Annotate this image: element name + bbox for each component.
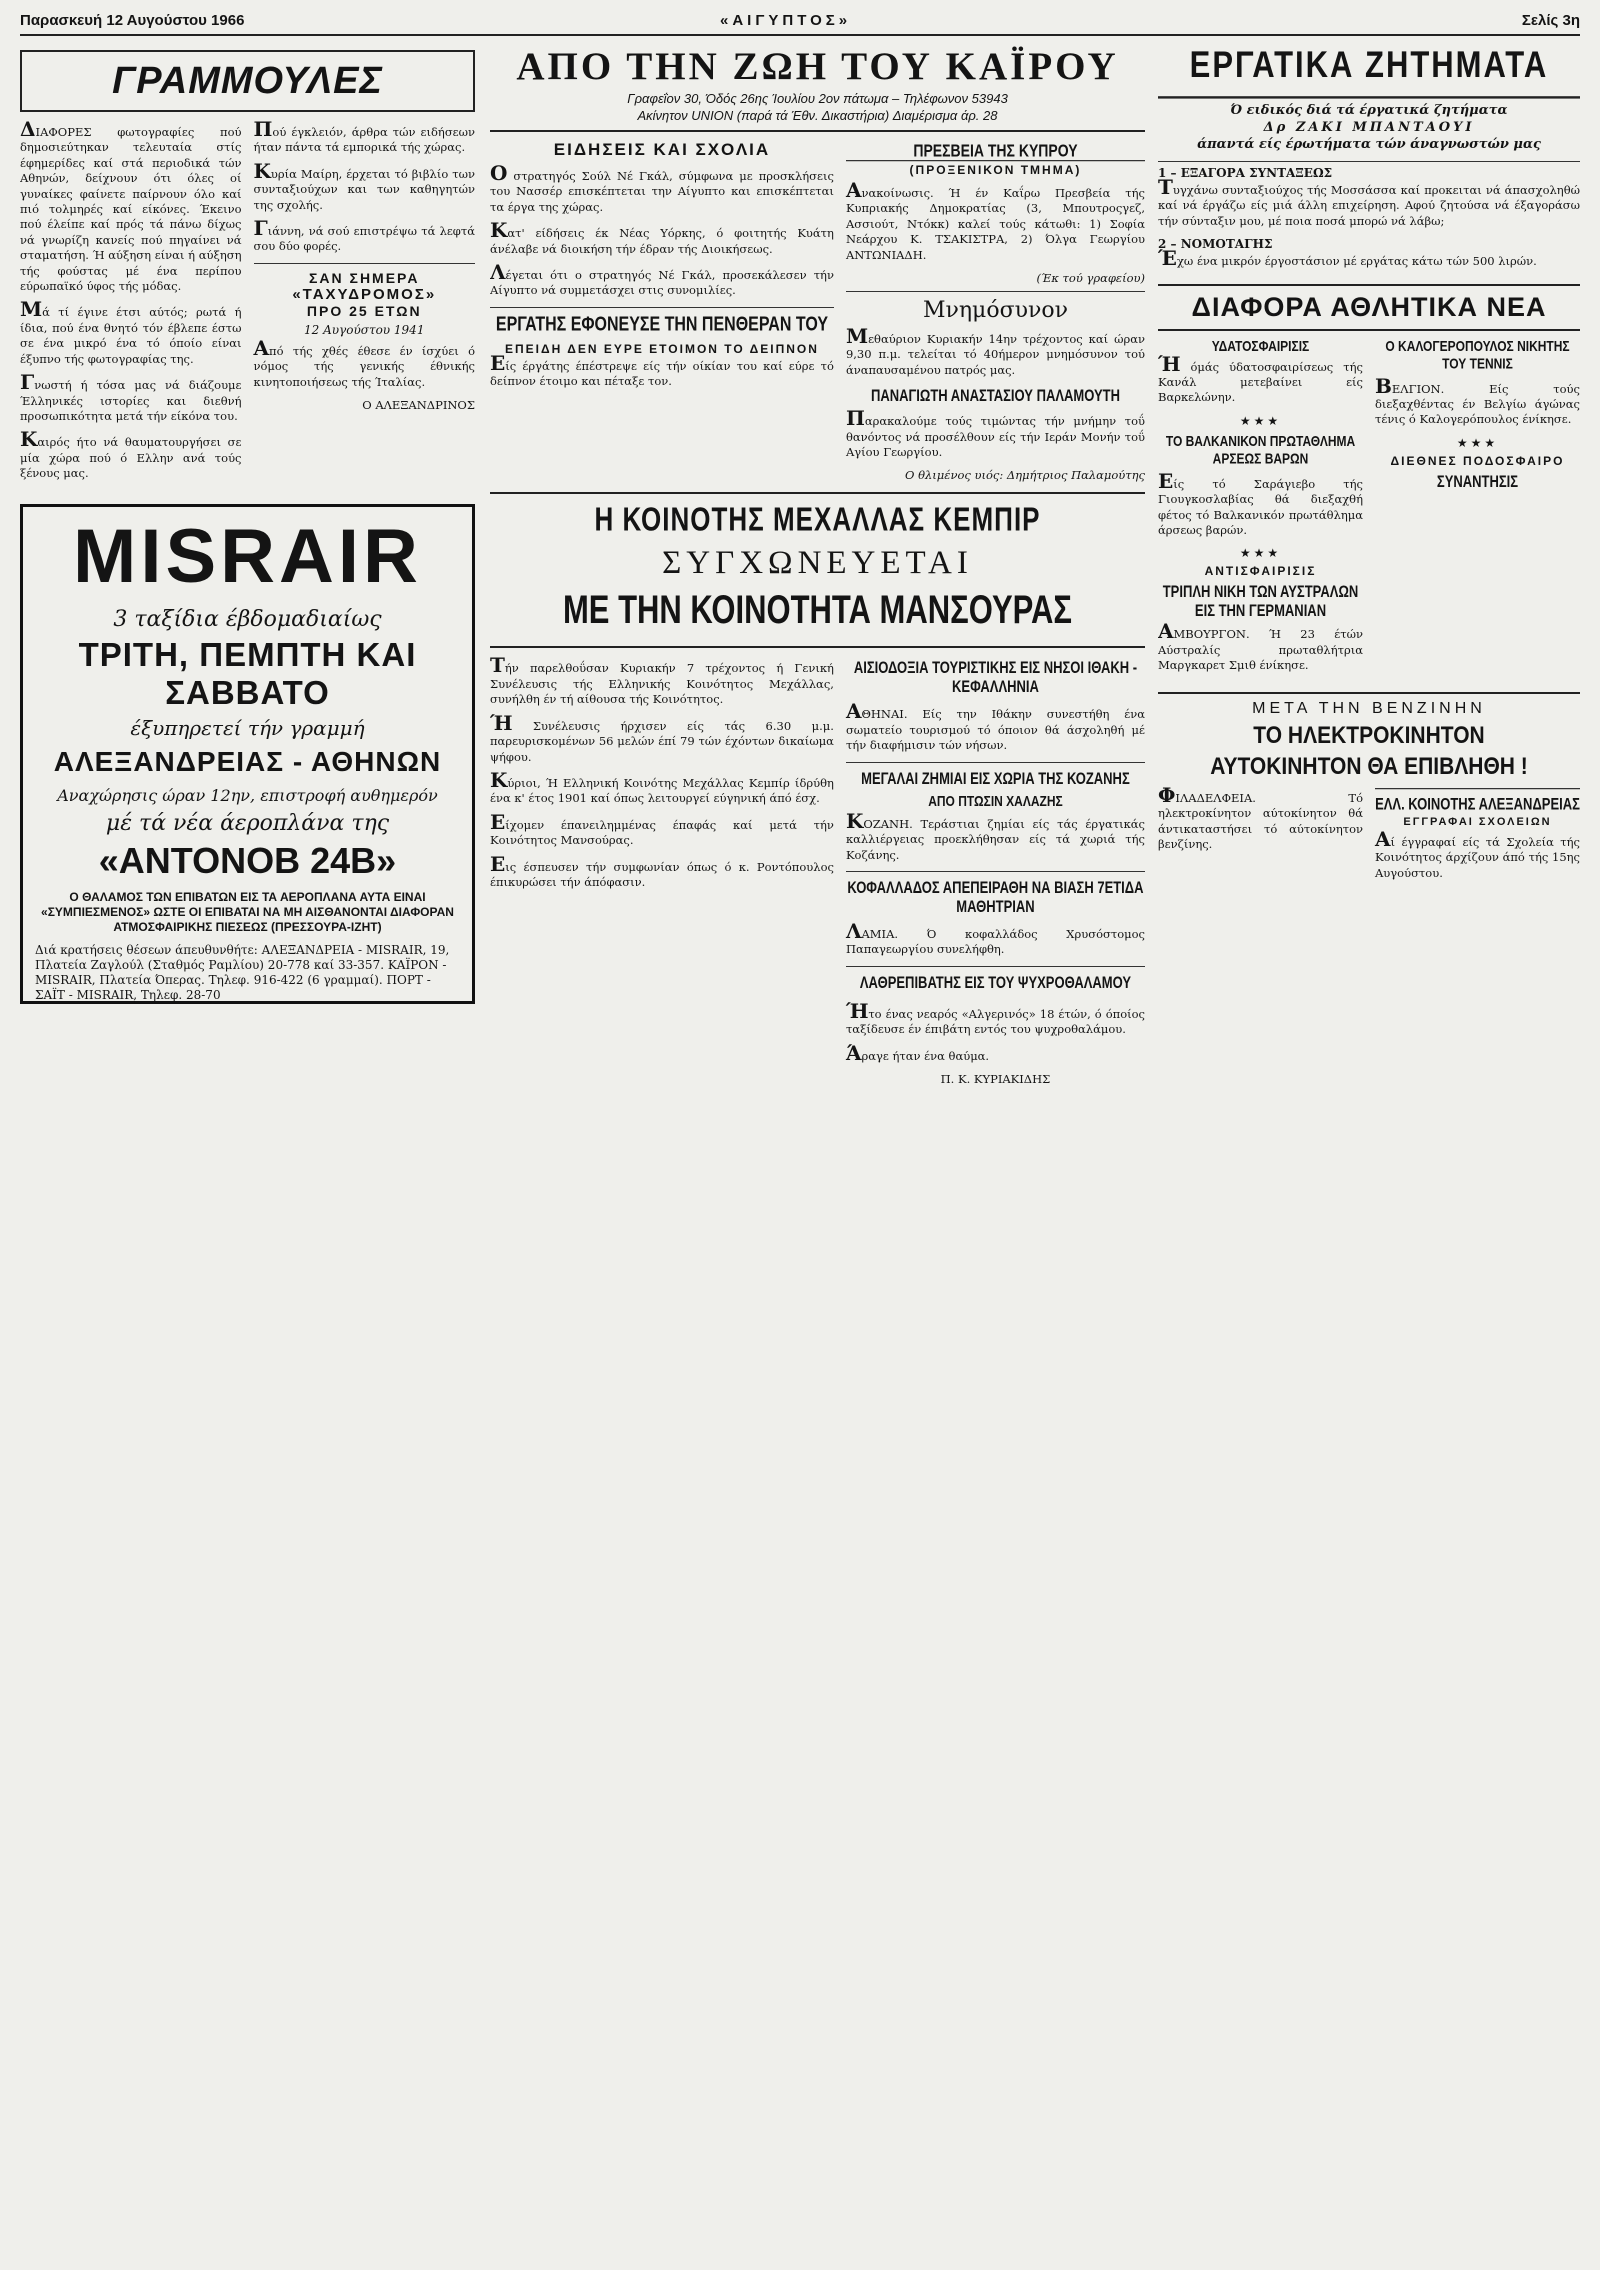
- article-paragraph: Γνωστή ή τόσα μας νά διάζουμε Έλληνικές ιστορίες και διεθνή προσωπικότητα μετά τήν είκόνα του.: [20, 370, 242, 423]
- article-paragraph: Είχομεν έπανειλημμένας έπαφάς καί μετά τήν Κοινότητος Μανσούρας.: [490, 809, 834, 848]
- author-name: Δρ ΖΑΚΙ ΜΠΑΝΤΑΟΥΙ: [1263, 120, 1475, 135]
- electric-article: [1158, 782, 1580, 889]
- article-paragraph: Μεθαύριον Κυριακήν 14ην τρέχοντος καί ώραν 9,30 π.μ. τελείται τό 40ήμερον μνημόσυνον τού άναπαυσαμένου πατρός μας.: [845, 324, 1145, 377]
- ad-aircraft: «ΑΝΤΟΝΟΒ 24Β»: [98, 839, 397, 881]
- article-paragraph: Ο στρατηγός Σούλ Νέ Γκάλ, σύμφωνα με προσκλήσεις του Νασσέρ επισκέπτεται την Αίγυπτο και επισκέπτεται τα έργα της χώρας.: [490, 161, 834, 214]
- article-paragraph: Λέγεται ότι ο στρατηγός Νέ Γκάλ, προσεκάλεσεν τήν Αίγυπτο νά συμμετάσχει στις συνομιλίες.: [490, 260, 834, 298]
- headline-line: ΑΥΤΟΚΙΝΗΤΟΝ ΘΑ ΕΠΙΒΛΗΘΗ !: [1210, 752, 1528, 780]
- news-section: [490, 140, 1145, 482]
- headline-electric: [1158, 720, 1580, 782]
- ad-days: ΤΡΙΤΗ, ΠΕΜΠΤΗ ΚΑΙ ΣΑΒΒΑΤΟ: [78, 635, 417, 711]
- headline: Μνημόσυνον: [922, 298, 1068, 324]
- tax-subtitle: ΠΡΟ 25 ΕΤΩΝ: [306, 302, 422, 319]
- article-paragraph: Έχω ένα μικρόν έργοστάσιον μέ εργάτας κάτω τών 500 λιρών.: [1158, 246, 1537, 271]
- ad-contacts: Διά κρατήσεις θέσεων άπευθυνθήτε: ΑΛΕΞΑΝΔΡΕΙΑ - MISRAIR, 19, Πλατεία Ζαγλούλ (Σταθμός Ραμλίου) 20-778 καί 33-357. ΚΑΪΡΟΝ - MISRAIR, Πλατεία Όπερας. Τηλεφ. 916-422 (6 γραμμαί). ΠΟΡΤ - ΣΑΪΤ - MISRAIR, Τηλεφ. 28-70: [35, 942, 450, 1002]
- article-paragraph: Τυγχάνω συνταξιούχος τής Μοσσάσσα καί προκειται νά άπασχοληθώ καί νά έργάζω είς μιά άλλη επιχείρηση. Αφού ζητούσα νά έξαγοράσω τήν σύνταξιν μου, μέ ποια ποσά μπορώ νά λάβω;: [1158, 175, 1580, 228]
- divider: [846, 762, 1145, 763]
- article-paragraph: Παρακαλούμε τούς τιμώντας τήν μνήμην τοΰ θανόντος νά προσέλθουν είς τήν Ιεράν Μονήν τοΰ Αγίου Γεωργίου.: [845, 406, 1145, 460]
- headline-line2: ΣΥΓΧΩΝΕΥΕΤΑΙ: [662, 545, 973, 582]
- article-paragraph: Τήν παρελθοΰσαν Κυριακήν 7 τρέχοντος ή Γενική Συνέλευσις τής Ελληνικής Κοινότητος Μεχάλλας, συνήλθη έν τή αίθουσα τής Κοινότητος.: [490, 653, 834, 707]
- page-number: Σελίς 3η: [1521, 12, 1580, 29]
- divider: [846, 966, 1145, 967]
- question-heading: 2 – ΝΟΜΟΤΑΓΗΣ: [1158, 237, 1273, 252]
- section-title: ΕΡΓΑΤΙΚΑ ΖΗΤΗΜΑΤΑ: [1158, 44, 1580, 99]
- tax-date: 12 Αυγούστου 1941: [304, 322, 425, 337]
- divider: [254, 263, 476, 264]
- subtitle-line: Ό ειδικός διά τά έργατικά ζητήματα: [1230, 103, 1508, 118]
- masthead-address: [490, 90, 1145, 132]
- article-paragraph: Ή όμάς ύδατοσφαιρίσεως τής Κανάλ μετεβαίνει είς Βαρκελώνην.: [1158, 351, 1363, 405]
- misrair-advertisement: [20, 504, 475, 1004]
- news-heading: ΕΙΔΗΣΕΙΣ ΚΑΙ ΣΧΟΛΙΑ: [553, 140, 771, 159]
- article-paragraph: ΔΙΑΦΟΡΕΣ φωτογραφίες πού δημοσιεύτηκαν τελευταία στίς έφημερίδες καί στά περιοδικά τών Αθηνών, δείχνουν ότι όλες οί γυναίκες φαίνετε παίρνουν όλο καί πιό τολμηρές καί είκόνες. Έκεινο πού έλείπε καί πρός τά πάνω δίχως νά γνωρίζη κανείς πού πηγαίνει νά σταματήση. Ή αύξηση είναι ή αύξηση τής φούστας μέ ένα περίπου εύρωπαϊκό ύφος τής μόδας.: [20, 117, 242, 294]
- sports-heading: ΔΙΑΦΟΡΑ ΑΘΛΗΤΙΚΑ ΝΕΑ: [1158, 284, 1580, 331]
- divider: [846, 871, 1145, 872]
- separator-stars: ★★★: [1239, 546, 1282, 561]
- ad-line: Αναχώρησις ώραν 12ην, επιστροφή αυθημερόν: [57, 785, 438, 805]
- byline: Ο θλιμένος υιός: Δημήτριος Παλαμούτης: [905, 468, 1145, 483]
- divider: [490, 307, 834, 308]
- byline: (Έκ τού γραφείου): [1036, 271, 1145, 286]
- issue-date: Παρασκευή 12 Αυγούστου 1966: [20, 12, 245, 29]
- subheadline: ΠΑΝΑΓΙΩΤΗ ΑΝΑΣΤΑΣΙΟΥ ΠΑΛΑΜΟΥΤΗ: [870, 386, 1120, 405]
- section-title: ΓΡΑΜΜΟΥΛΕΣ: [112, 59, 383, 102]
- byline: Π. Κ. ΚΥΡΙΑΚΙΔΗΣ: [940, 1071, 1051, 1086]
- headline-line: ΤΟ ΗΛΕΚΤΡΟΚΙΝΗΤΟΝ: [1253, 721, 1485, 749]
- left-column: [20, 44, 475, 2254]
- headline: ΜΕΓΑΛΑΙ ΖΗΜΙΑΙ ΕΙΣ ΧΩΡΙΑ ΤΗΣ ΚΟΖΑΝΗΣ: [861, 768, 1130, 788]
- article-paragraph: Κατ' είδήσεις έκ Νέας Υόρκης, ό φοιτητής Κυάτη άνέλαβε νά διοικήση τήν έδραν τής Διοικήσεως.: [490, 218, 834, 256]
- subtitle-line: άπαντά είς έρωτήματα τών άναγνωστών μας: [1197, 137, 1541, 152]
- article-paragraph: Γιάννη, νά σού επιστρέψω τά λεφτά σου δύο φορές.: [253, 216, 475, 254]
- separator-stars: ★★★: [1456, 435, 1499, 450]
- today-heading: ΣΑΝ ΣΗΜΕΡΑ: [309, 269, 420, 286]
- article-grammoules: [20, 117, 475, 490]
- article-paragraph: Είς έργάτης έπέστρεψε είς τήν οίκίαν του καί εύρε τό δείπνον έτοιμο και πέταξε τον.: [490, 350, 834, 389]
- byline: Ο ΑΛΕΞΑΝΔΡΙΝΟΣ: [362, 398, 475, 413]
- headline-line1: Η ΚΟΙΝΟΤΗΣ ΜΕΧΑΛΛΑΣ ΚΕΜΠΙΡ: [594, 499, 1041, 539]
- headline: ΤΟ ΒΑΛΚΑΝΙΚΟΝ ΠΡΩΤΑΘΛΗΜΑ ΑΡΣΕΩΣ ΒΑΡΩΝ: [1165, 431, 1356, 467]
- address-line: Γραφεΐον 30, Όδός 26ης Ίουλίου 2ον πάτωμα – Τηλέφωνον 53943: [627, 91, 1008, 106]
- question-heading: 1 – ΕΞΑΓΟΡΑ ΣΥΝΤΑΞΕΩΣ: [1158, 161, 1580, 180]
- headline: ΠΡΕΣΒΕΙΑ ΤΗΣ ΚΥΠΡΟΥ: [846, 140, 1145, 161]
- headline: ΣΥΝΑΝΤΗΣΙΣ: [1436, 471, 1519, 491]
- headline: ΛΑΘΡΕΠΙΒΑΤΗΣ ΕΙΣ ΤΟΥ ΨΥΧΡΟΘΑΛΑΜΟΥ: [859, 972, 1132, 992]
- article-paragraph: Μά τί έγινε έτσι αύτός; ρωτά ή ίδια, πού ένα θνητό τόν έβλεπε έστω σε ένα μικρό ένα τό όποίο είναι έξυπνο τής φωτογραφίας της.: [20, 297, 242, 366]
- article-paragraph: Κυρία Μαίρη, έρχεται τό βιβλίο των συνταξιούχων και των καθηγητών της σχολής.: [253, 158, 475, 212]
- headline: ΚΟΦΑΛΛΑΔΟΣ ΑΠΕΠΕΙΡΑΘΗ ΝΑ ΒΙΑΣΗ 7ΕΤΙΔΑ ΜΑΘΗΤΡΙΑΝ: [847, 877, 1144, 916]
- headline: ΕΡΓΑΤΗΣ ΕΦΟΝΕΥΣΕ ΤΗΝ ΠΕΝΘΕΡΑΝ ΤΟΥ: [495, 313, 829, 336]
- headline-line3: ΜΕ ΤΗΝ ΚΟΙΝΟΤΗΤΑ ΜΑΝΣΟΥΡΑΣ: [562, 587, 1073, 633]
- article-paragraph: Άραγε ήταν ένα θαύμα.: [845, 1040, 990, 1065]
- subheadline: ΕΓΓΡΑΦΑΙ ΣΧΟΛΕΙΩΝ: [1403, 815, 1552, 828]
- section-title-box: [20, 50, 475, 112]
- subheadline: ΑΠΟ ΠΤΩΣΙΝ ΧΑΛΑΖΗΣ: [928, 791, 1063, 810]
- tax-title: «ΤΑΧΥΔΡΟΜΟΣ»: [292, 285, 437, 303]
- ad-route: ΑΛΕΞΑΝΔΡΕΙΑΣ - ΑΘΗΝΩΝ: [53, 745, 442, 777]
- address-line: Ακίνητον UNION (παρά τά Έθν. Δικαστήρια) Διαμέρισμα άρ. 28: [637, 108, 998, 123]
- main-headline: [490, 492, 1145, 648]
- article-paragraph: Πού έγκλειόν, άρθρα τών ειδήσεων ήταν πάντα τά εμπορικά τής χώρας.: [253, 117, 475, 155]
- masthead: ΑΠΟ ΤΗΝ ΖΩΗ ΤΟΥ ΚΑΪΡΟΥ: [516, 45, 1119, 88]
- subheadline: ΕΠΕΙΔΗ ΔΕΝ ΕΥΡΕ ΕΤΟΙΜΟΝ ΤΟ ΔΕΙΠΝΟΝ: [505, 341, 819, 356]
- sports-section: [1158, 337, 1580, 682]
- center-column: [490, 44, 1145, 2254]
- article-paragraph: ΦΙΛΑΔΕΛΦΕΙΑ. Τό ηλεκτροκίνητον αύτοκίνητον θά άντικαταστήσει τό αύτοκίνητον βενζίνης.: [1158, 782, 1363, 851]
- article-paragraph: Κύριοι, Ή Ελληνική Κοινότης Μεχάλλας Κεμπίρ ίδρύθη ένα κ' έτος 1901 καί όπως λειτουργεί εύγηνική άπό έσχ.: [490, 767, 834, 806]
- article-paragraph: ΛΑΜΙΑ. Ό κοφαλλάδος Χρυσόστομος Παπαγεωργίου συνελήφθη.: [845, 918, 1145, 957]
- kicker: ΜΕΤΑ ΤΗΝ ΒΕΝΖΙΝΗΝ: [1158, 692, 1580, 718]
- headline: ΕΛΛ. ΚΟΙΝΟΤΗΣ ΑΛΕΞΑΝΔΡΕΙΑΣ: [1375, 788, 1580, 813]
- top-rule: [20, 12, 1580, 36]
- subheadline: (ΠΡΟΞΕΝΙΚΟΝ ΤΜΗΜΑ): [909, 163, 1082, 177]
- separator-stars: ★★★: [1239, 413, 1282, 428]
- article-paragraph: Είς τό Σαράγιεβο τής Γιουγκοσλαβίας θά διεξαχθή φέτος τό Βαλκανικόν πρωτάθλημα άρσεως βαρών.: [1158, 468, 1363, 538]
- headline: ΥΔΑΤΟΣΦΑΙΡΙΣΙΣ: [1211, 336, 1310, 355]
- subheadline: ΔΙΕΘΝΕΣ ΠΟΔΟΣΦΑΙΡΟ: [1390, 453, 1565, 468]
- right-column: [1158, 44, 1580, 2254]
- news-section-lower: [490, 653, 1145, 1086]
- divider: [846, 291, 1145, 292]
- article-paragraph: Εις έσπευσεν τήν συμφωνίαν όπως ό κ. Ροντόπουλος έπικυρώσει τήν άπόφασιν.: [490, 851, 834, 889]
- article-paragraph: ΑΘΗΝΑΙ. Είς την Ιθάκην συνεστήθη ένα σωματείο τουρισμού τό όποιον θά άσχοληθή μέ τήν διαφήμισιν τών νήσων.: [845, 699, 1145, 753]
- paper-name: «ΑΙΓΥΠΤΟΣ»: [720, 12, 852, 29]
- article-paragraph: Αί έγγραφαί είς τά Σχολεία τής Κοινότητος άρχίζουν άπό τής 15ης Αυγούστου.: [1375, 826, 1580, 880]
- section-subtitle: [1158, 102, 1580, 153]
- ad-line: έξυπηρετεί τήν γραμμή: [130, 715, 365, 740]
- ad-line: 3 ταξίδια έβδομαδιαίως: [113, 606, 382, 632]
- article-paragraph: Ήτο ένας νεαρός «Αλγερινός» 18 έτών, ό όποίος ταξίδευσε έν έπιβάτη εντός του ψυχροθαλάμου.: [845, 998, 1145, 1037]
- subheadline: ΑΝΤΙΣΦΑΙΡΙΣΙΣ: [1204, 564, 1317, 579]
- article-paragraph: Καιρός ήτο νά θαυματουργήσει σε μία χώρα πού ό Ελλην ανά τούς ξένους μας.: [20, 427, 242, 481]
- misrair-logo: MISRAIR: [73, 513, 422, 599]
- article-paragraph: Ή Συνέλευσις ήρχισεν είς τάς 6.30 μ.μ. παρευρισκομένων 56 μελών έπί 79 τών έχόντων δικαίωμα ψήφου.: [490, 710, 834, 764]
- article-paragraph: Ανακοίνωσις. Ή έν Καΐρω Πρεσβεία τής Κυπριακής Δημοκρατίας (3, Μπουτροςγεζ, Ασσιούτ, Ντόκκ) καλεί τούς κάτωθι: 1) Σοφία Νεάρχου Κ. ΤΣΑΚΙΣΤΡΑ, 2) Όλγα Γεωργίου ΑΝΤΩΝΙΑΔΗ.: [845, 178, 1145, 262]
- article-paragraph: ΚΟΖΑΝΗ. Τεράστιαι ζημίαι είς τάς έργατικάς καλλιέργειας προεκλήθησαν είς τά χωριά τής Κοζάνης.: [845, 808, 1145, 862]
- article-paragraph: Από τής χθές έθεσε έν ίσχύει ό νόμος τής γενικής έθνικής κινητοποιήσεως τής Ίταλίας.: [253, 335, 475, 389]
- headline: ΤΡΙΠΛΗ ΝΙΚΗ ΤΩΝ ΑΥΣΤΡΑΛΩΝ ΕΙΣ ΤΗΝ ΓΕΡΜΑΝΙΑΝ: [1162, 582, 1359, 620]
- ad-note: Ο ΘΑΛΑΜΟΣ ΤΩΝ ΕΠΙΒΑΤΩΝ ΕΙΣ ΤΑ ΑΕΡΟΠΛΑΝΑ ΑΥΤΑ ΕΙΝΑΙ «ΣΥΜΠΙΕΣΜΕΝΟΣ» ΩΣΤΕ ΟΙ ΕΠΙΒΑΤΑΙ ΝΑ ΜΗ ΑΙΣΘΑΝΟΝΤΑΙ ΔΙΑΦΟΡΑΝ ΑΤΜΟΣΦΑΙΡΙΚΗΣ ΠΙΕΣΕΩΣ (ΠΡΕΣΣΟΥΡΑ-ΙΖΗΤ): [41, 889, 454, 934]
- article-paragraph: ΑΜΒΟΥΡΓΟΝ. Ή 23 έτών Αύστραλίς πρωταθλήτρια Μαργκαρετ Σμιθ ένίκησε.: [1158, 619, 1363, 673]
- headline: Ο ΚΑΛΟΓΕΡΟΠΟΥΛΟΣ ΝΙΚΗΤΗΣ ΤΟΥ ΤΕΝΝΙΣ: [1385, 336, 1570, 372]
- ad-line: μέ τά νέα άεροπλάνα της: [105, 810, 390, 836]
- headline: ΑΙΣΙΟΔΟΞΙΑ ΤΟΥΡΙΣΤΙΚΗΣ ΕΙΣ ΝΗΣΟΙ ΙΘΑΚΗ - ΚΕΦΑΛΛΗΝΙΑ: [853, 658, 1138, 696]
- article-paragraph: ΒΕΛΓΙΟΝ. Είς τούς διεξαχθέντας έν Βελγίω άγώνας τένις ό Καλογερόπουλος ένίκησε.: [1375, 373, 1580, 427]
- labour-questions: [1158, 161, 1580, 278]
